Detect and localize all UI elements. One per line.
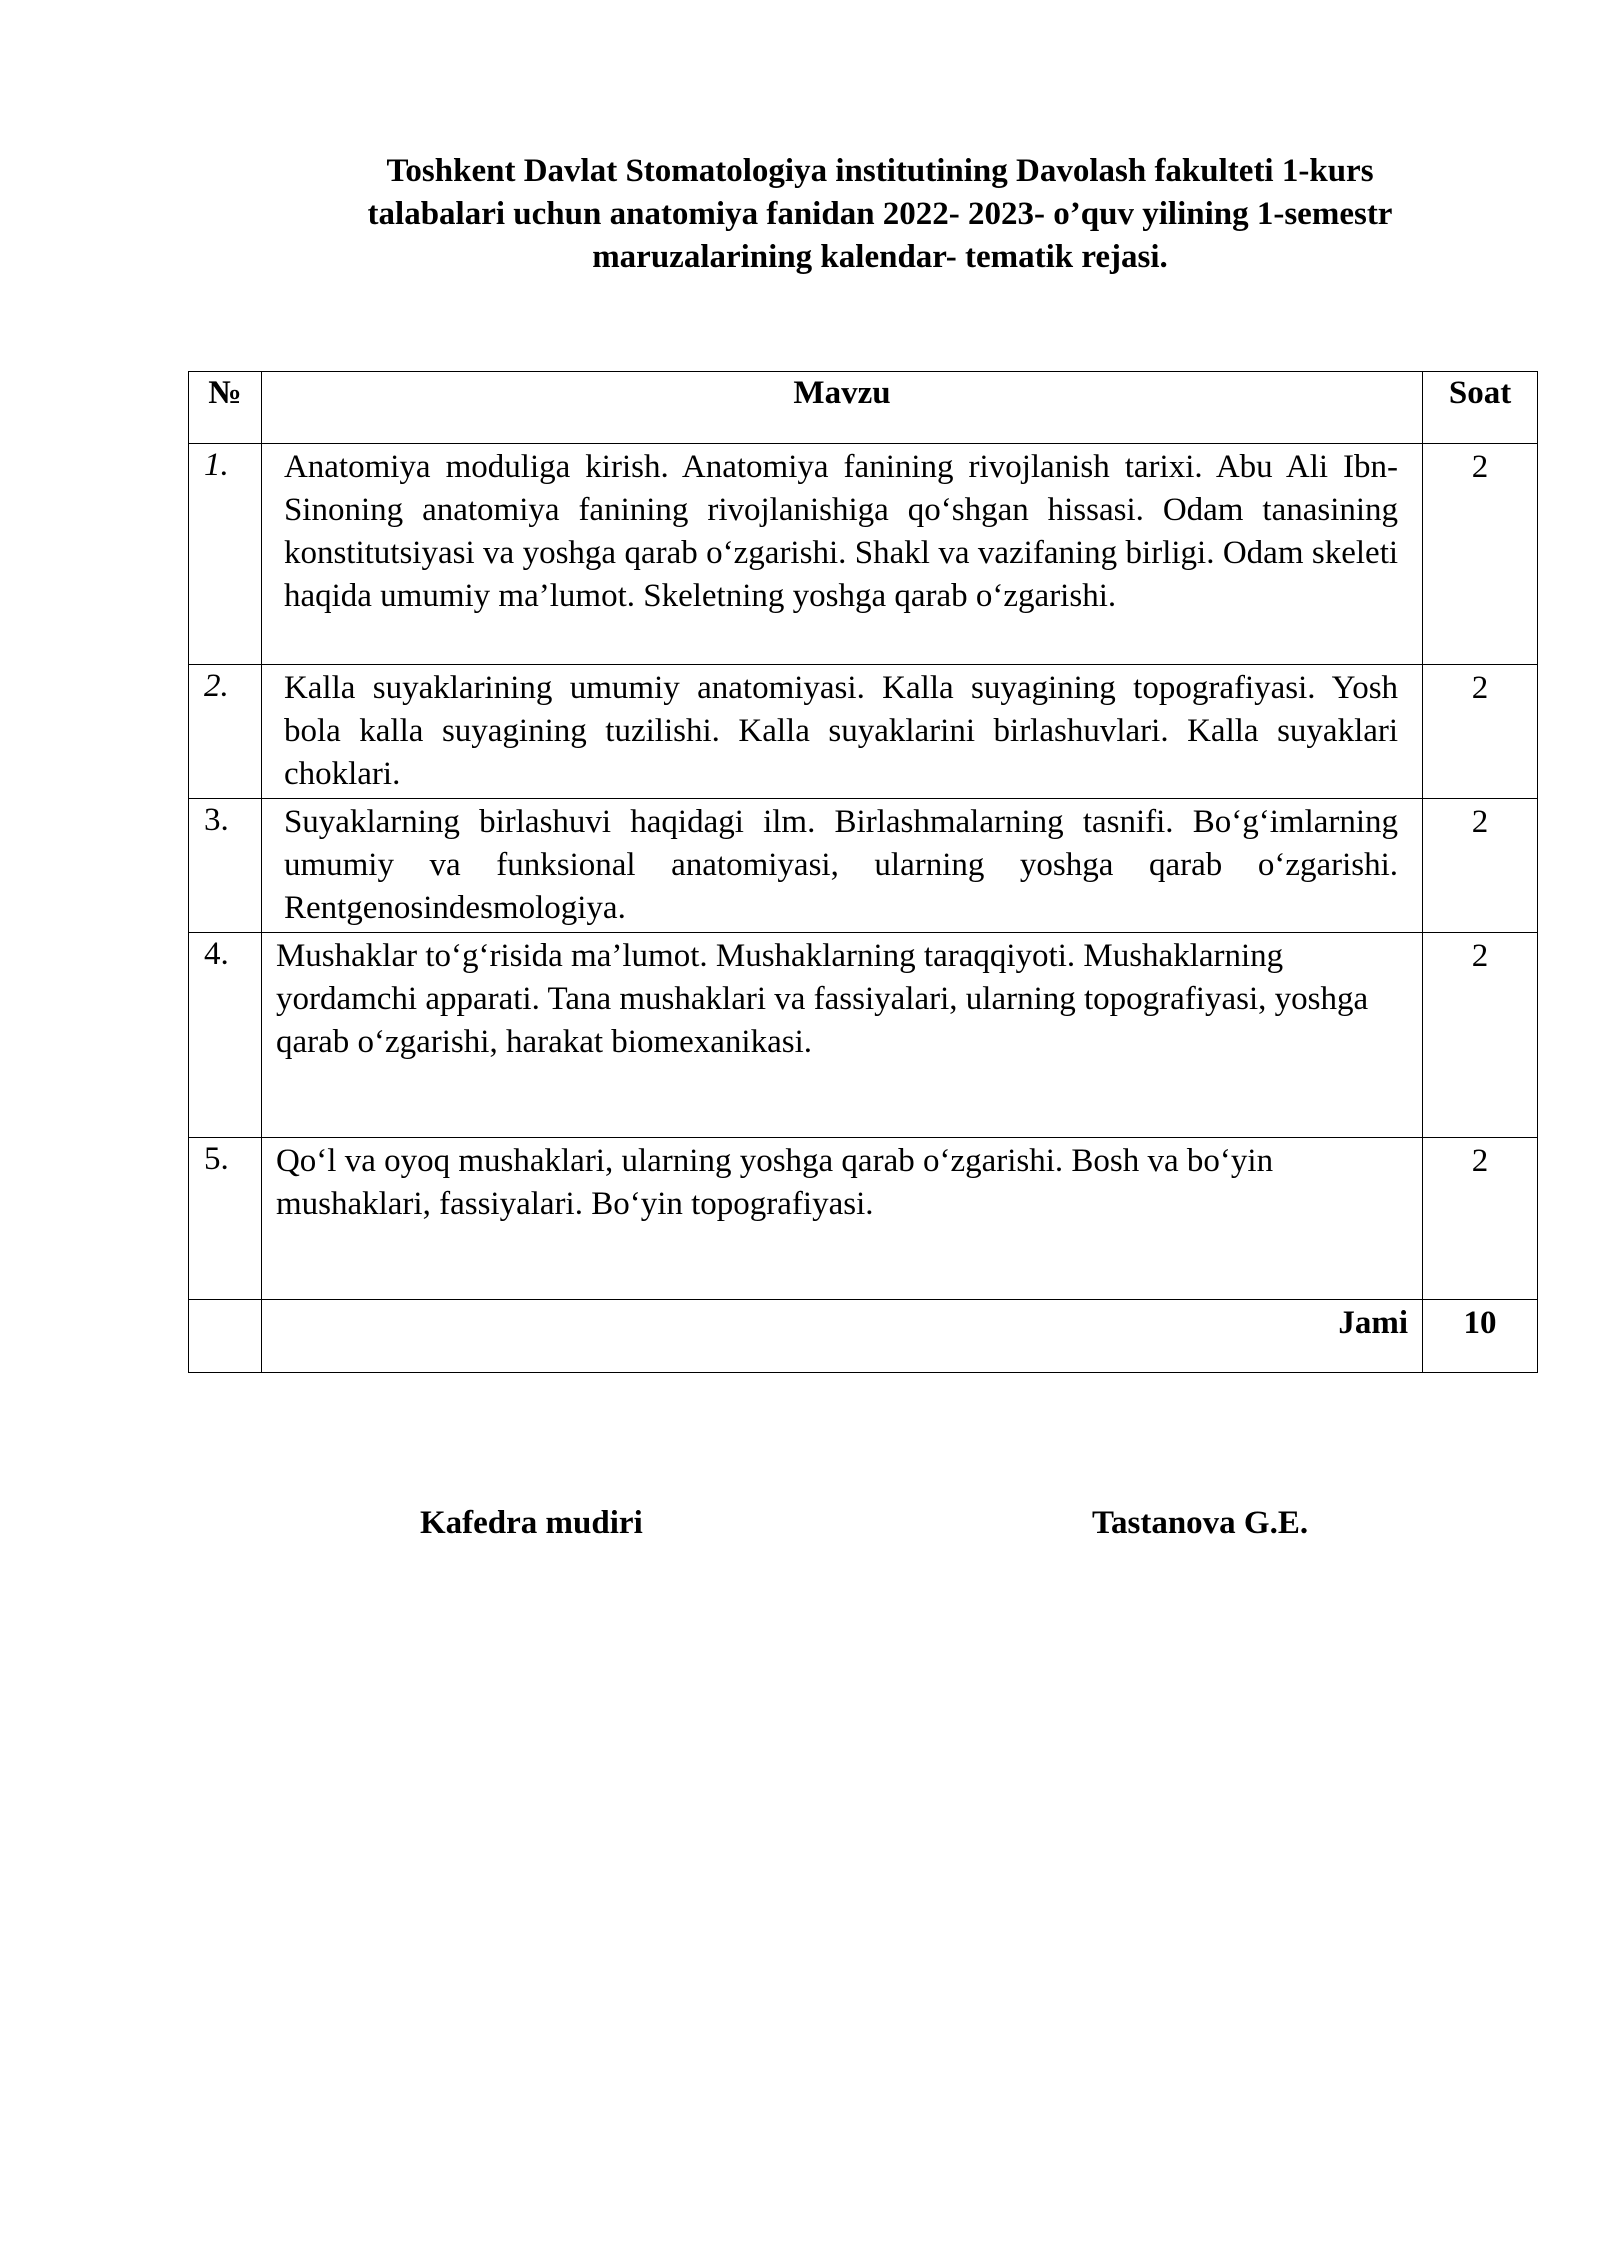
row-topic: Anatomiya moduliga kirish. Anatomiya fanining rivojlanish tarixi. Abu Ali Ibn-Sinoning anatomiya fanining rivojlanishiga qo‘shgan hissasi. Odam tanasining konstitutsiyasi va yoshga qarab o‘zgarishi. Shakl va vazifaning birligi. Odam skeleti haqida umumiy ma’lumot. Skeletning yoshga qarab o‘zgarishi.	[261, 444, 1422, 665]
row-topic: Kalla suyaklarining umumiy anatomiyasi. Kalla suyagining topografiyasi. Yosh bola kalla suyagining tuzilishi. Kalla suyaklarini birlashuvlari. Kalla suyaklari choklari.	[261, 665, 1422, 799]
lecture-plan-table	[188, 371, 1538, 1373]
page-title	[260, 150, 1500, 279]
table-row	[189, 665, 1538, 799]
total-empty-cell	[189, 1300, 262, 1373]
row-number: 2.	[189, 665, 262, 799]
title-line-2: talabalari uchun anatomiya fanidan 2022- 2023- o’quv yilining 1-semestr	[367, 196, 1393, 232]
table-header-row	[189, 372, 1538, 444]
header-number: №	[189, 372, 262, 444]
row-topic: Mushaklar to‘g‘risida ma’lumot. Mushaklarning taraqqiyoti. Mushaklarning yordamchi apparati. Tana mushaklari va fassiyalari, ularning topografiyasi, yoshga qarab o‘zgarishi, harakat biomexanikasi.	[261, 933, 1422, 1138]
table-row	[189, 1138, 1538, 1300]
row-topic: Qo‘l va oyoq mushaklari, ularning yoshga qarab o‘zgarishi. Bosh va bo‘yin mushaklari, fassiyalari. Bo‘yin topografiyasi.	[261, 1138, 1422, 1300]
signature-name: Tastanova G.E.	[1092, 1505, 1309, 1541]
title-line-3: maruzalarining kalendar- tematik rejasi.	[592, 239, 1168, 275]
title-line-1: Toshkent Davlat Stomatologiya institutining Davolash fakulteti 1-kurs	[386, 153, 1374, 189]
table-row	[189, 444, 1538, 665]
header-topic: Mavzu	[261, 372, 1422, 444]
row-number: 3.	[189, 799, 262, 933]
table-row	[189, 933, 1538, 1138]
signature-role: Kafedra mudiri	[420, 1505, 643, 1541]
row-hours: 2	[1423, 1138, 1538, 1300]
total-value: 10	[1423, 1300, 1538, 1373]
row-topic: Suyaklarning birlashuvi haqidagi ilm. Birlashmalarning tasnifi. Bo‘g‘imlarning umumiy va funksional anatomiyasi, ularning yoshga qarab o‘zgarishi. Rentgenosindesmologiya.	[261, 799, 1422, 933]
row-hours: 2	[1423, 444, 1538, 665]
row-number: 5.	[189, 1138, 262, 1300]
header-hours: Soat	[1423, 372, 1538, 444]
row-number: 1.	[189, 444, 262, 665]
row-hours: 2	[1423, 665, 1538, 799]
row-hours: 2	[1423, 799, 1538, 933]
table-row	[189, 799, 1538, 933]
table-total-row	[189, 1300, 1538, 1373]
row-hours: 2	[1423, 933, 1538, 1138]
row-number: 4.	[189, 933, 262, 1138]
total-label: Jami	[261, 1300, 1422, 1373]
